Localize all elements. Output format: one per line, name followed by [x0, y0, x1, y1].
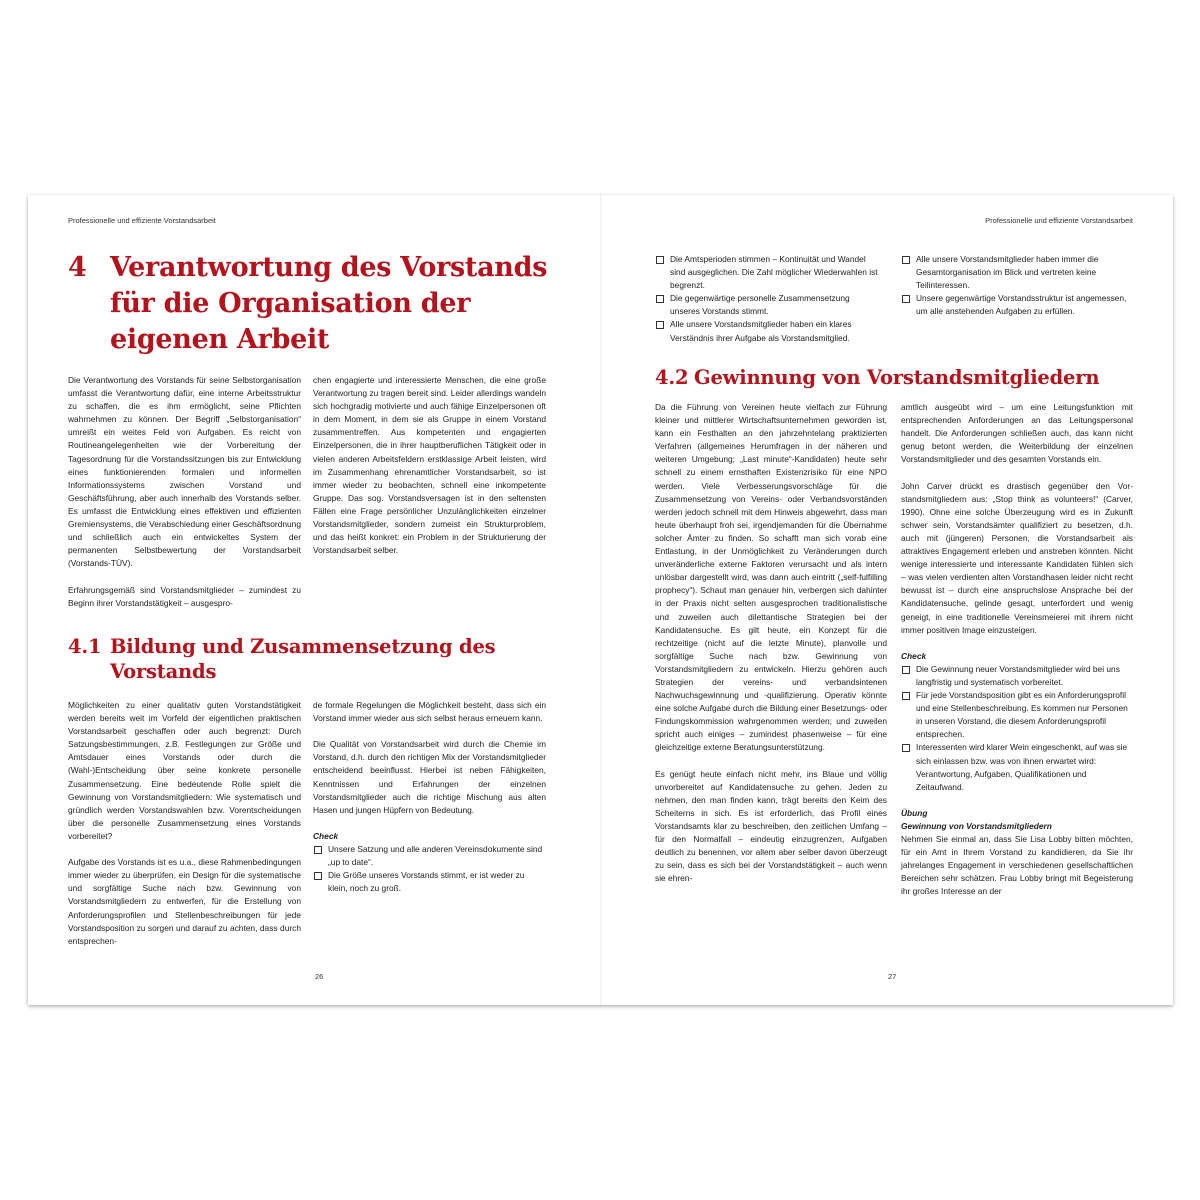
checklist-continued-column-1: [655, 253, 878, 345]
checklist-item: Die Gewinnung neuer Vorstandsmitglieder wird bei uns langfristig und systematisch vorbereitet.: [901, 663, 1133, 689]
section-title: Bildung und Zusammensetzung des Vorstands: [110, 635, 496, 683]
checkbox-icon: [656, 256, 664, 264]
checkbox-icon: [902, 692, 910, 700]
gutter-shadow: [600, 195, 602, 1005]
checklist-item: Unsere Satzung und alle anderen Vereinsdokumente sind „up to date“.: [313, 843, 546, 869]
body-paragraph: de formale Regelungen die Möglichkeit besteht, dass sich ein Vorstand immer wieder aus sich selbst heraus erneuern kann.: [313, 700, 546, 724]
body-paragraph: Es genügt heute einfach nicht mehr, ins Blaue und völlig unvorbereitet auf Kandidatensuche zu gehen. Jeden zu nehmen, den man finden kann, trägt bereits den Keim des Scheiterns in sich. Es ist erforderlich, das Profil eines Vorstandsamts klar zu beschreiben, den zeitlichen Umfang – für den Normalfall – eindeutig einzugrenzen, Aufgaben deutlich zu benennen, vor allem aber selber davon überzeugt zu sein, dass es sich bei der Vorstandstätigkeit – auch wenn sie ehren-: [655, 768, 887, 884]
exercise-label: Übung: [901, 807, 928, 818]
checkbox-icon: [314, 872, 322, 880]
section-number: 4.2: [655, 366, 689, 389]
checkbox-icon: [656, 295, 664, 303]
checklist-item: Die Amtsperioden stimmen – Kontinuität und Wandel sind ausgeglichen. Die Zahl möglicher Wiederwahlen ist begrenzt.: [655, 253, 878, 292]
checkbox-icon: [656, 321, 664, 329]
check-label: Check: [313, 830, 339, 841]
checkbox-icon: [902, 666, 910, 674]
body-paragraph: Aufgabe des Vorstands ist es u.a., diese Rahmenbedingungen immer wieder zu überprüfen, ein Design für die systematische und sorgfältige Suche nach bzw. Gewinnung von Vorstandsmitgliedern zu entwerfen, für die Erstellung von Anforderungsprofilen und Stellenbeschreibungen für jede Vorstandsposition zu sorgen und darauf zu achten, dass durch entsprechen-: [68, 857, 301, 946]
checklist: [655, 253, 878, 345]
checklist-continued-column-2: [901, 253, 1131, 318]
section-4-1-heading: [68, 634, 568, 686]
checklist-item: Für jede Vorstandsposition gibt es ein Anforderungsprofil und eine Stellenbeschreibung. Es kommen nur Personen in unseren Vorstand, die diesem Anforderungsprofil entsprechen.: [901, 689, 1133, 741]
running-head-right: Professionelle und effiziente Vorstandsarbeit: [985, 216, 1133, 225]
checkbox-icon: [314, 846, 322, 854]
exercise-title: Gewinnung von Vorstandsmitgliedern: [901, 820, 1052, 831]
section-4-2-column-2: [901, 401, 1133, 898]
body-paragraph: John Carver drückt es drastisch gegenüber den Vorstandsmitgliedern aus: „Stop think as volunteers!“ (Carver, 1990). Ohne eine solche Überzeugung wird es in Zukunft schwer sein, Vorstandsämter qualifiziert zu besetzen, d.h. auch mit (jüngeren) Personen, die Vorstandsarbeit als attraktives Engagement erleben und anstreben könnten. Nicht wenige interessierte und interessante Kandidaten fühlen sich – was vielen verdienten alten Vorstandhasen leider nicht recht bewusst ist – durch eine anspruchslose Ansprache bei der Kandidatensuche, gelinde gesagt, unterfordert und wenig geneigt, in eine traditionelle Vereinsmeierei mit ihrem nicht immer positiven Image einzusteigen.: [901, 480, 1133, 635]
intro-paragraph: chen engagierte und interessierte Menschen, die eine große Verantwortung zu tragen bereit sind. Leider allerdings wandeln sich hochgradig motivierte und auch fähige Einzelpersonen oft in dem Moment, in dem sie als Gruppe in einem Vorstand zusammentreffen. Aus kompetenten und engagierten Einzelpersonen, die in ihrer hauptberuflichen Tätigkeit oder in vielen anderen Arbeitsfeldern erstklassige Arbeit leisten, wird im Zusammenhang ehrenamtlicher Vorstandsarbeit, so ist immer wieder zu beobachten, schnell eine inkompetente Gruppe. Das sog. Vorstandsversagen ist in den seltensten Fällen eine Frage persönlicher Unzulänglichkeiten einzelner Vorstandsmitglieder, sondern zumeist ein Strukturproblem, und das heißt konkret: ein Problem in der Strukturierung der Vorstandsarbeit selber.: [313, 375, 546, 556]
page-number-right: 27: [888, 972, 897, 981]
intro-paragraph: Die Verantwortung des Vorstands für seine Selbstorganisation umfasst die Verantwortung dafür, eine interne Arbeitsstruktur zu schaffen, die es ihm ermöglicht, seine Pflichten wahrnehmen zu können. Der Begriff „Selbstorganisation“ umreißt ein weites Feld von Aufgaben. Es reicht von Routineangelegenheiten wie der Vorbereitung der Tagesordnung für die Vorstandssitzungen bis zur Entwicklung eines funktionierenden formalen und informellen Informationssystems zwischen Vorstand und Geschäftsführung, aber auch innerhalb des Vorstands selber. Es umfasst die Entwicklung eines effektiven und effizienten Gremiensystems, die Verabschiedung einer Geschäftsordnung und schließlich auch ein entwickeltes System der permanenten Selbstbewertung der Vorstandsarbeit (Vorstands-TÜV).: [68, 375, 301, 569]
checklist: [901, 253, 1131, 318]
section-4-1-column-2: [313, 699, 546, 895]
checkbox-icon: [902, 256, 910, 264]
checklist: [901, 663, 1133, 794]
body-paragraph: amtlich ausgeübt wird – um eine Leitungsfunktion mit entsprechenden Anforderungen an das Leitungspersonal handelt. Die Anforderungen schließen auch, das kann nicht genug betont werden, die Weiterbildung der einzelnen Vorstandsmitglieder und des gesamten Vorstands ein.: [901, 402, 1133, 465]
checklist-item: Interessenten wird klarer Wein eingeschenkt, auf was sie sich einlassen bzw. was von ihnen erwartet wird: Verantwortung, Aufgaben, Qualifikationen und Zeitaufwand.: [901, 741, 1133, 793]
section-number: 4.1: [68, 635, 102, 658]
body-paragraph: Möglichkeiten zu einer qualitativ guten Vorstandstätigkeit werden bereits weit im Vorfeld der eigentlichen praktischen Vorstandsarbeit geschaffen oder auch begrenzt: Durch Satzungsbestimmungen, z.B. Festlegungen zur Größe und Amtsdauer eines Vorstands oder durch die (Wahl-)Entscheidung über seine konkrete personelle Zusammensetzung. Eine bedeutende Rolle spielt die Gewinnung von Vorstandsmitgliedern: Wie systematisch und gründlich werden Vorstandswahlen bzw. Vorentscheidungen über die personelle Zusammensetzung eines Vorstands vorbereitet?: [68, 700, 301, 841]
intro-column-1: [68, 374, 301, 610]
body-paragraph: Da die Führung von Vereinen heute vielfach zur Führung kleiner und mittlerer Wirtschaftsunternehmen geworden ist, kann ein Festhalten an den jahrzehntelang praktizierten Verfahren (allgemeines Herumfragen in der näheren und weiteren Umgebung; „Last minute“-Kandidaten) heute sehr schnell zu einem ernsthaften Existenzrisiko für eine NPO werden. Viele Verbesserungsvorschläge für die Zusammensetzung von Vereins- oder Verbandsvorständen werden jedoch schnell mit dem Hinweis abgewehrt, dass man heute überhaupt froh sei, irgendjemanden für die Übernahme solcher Ämter zu finden. So schafft man sich vorab eine Entlastung, in der Unmöglichkeit zu Veränderungen durch unveränderliche externe Faktoren verursacht und als intern unlösbar dargestellt wird, was dann auch eintritt („self-fulfilling prophecy“). Schaut man genauer hin, verbergen sich dahinter in der Praxis nicht selten ausgesprochen traditionalistische und zuweilen auch dilettantische Strategien bei der Kandidatensuche. Es gilt heute, ein Konzept für die rechtzeitige (nicht auf die letzte Minute), planvolle und sorgfältige Suche nach bzw. Gewinnung von Vorstandsmitgliedern zu entwickeln. Hierzu gehören auch Strategien der vereins- und verbandsintenen Nachwuchsgewinnung und -qualifizierung. Operativ könnte eine solche Aufgabe durch die Bildung einer Besetzungs- oder Findungskommission wahrgenommen werden; und zuweilen spricht auch einiges – zumindest phasenweise – für eine gleichzeitige externe Beratungsunterstützung.: [655, 402, 887, 753]
section-4-2-column-1: [655, 401, 887, 885]
section-4-2-heading: [655, 365, 1145, 393]
running-head-left: Professionelle und effiziente Vorstandsarbeit: [68, 216, 216, 225]
checklist-item: Alle unsere Vorstandsmitglieder haben ein klares Verständnis ihrer Aufgabe als Vorstandsmitglied.: [655, 318, 878, 344]
section-4-1-column-1: [68, 699, 301, 948]
checklist-item: Alle unsere Vorstandsmitglieder haben immer die Gesamtorganisation im Blick und vertreten keine Teilinteressen.: [901, 253, 1131, 292]
section-title: Gewinnung von Vorstandsmitgliedern: [694, 366, 1100, 389]
chapter-heading: [68, 250, 588, 360]
checkbox-icon: [902, 744, 910, 752]
chapter-number: 4: [68, 252, 87, 283]
book-spread: [28, 195, 1173, 1005]
body-paragraph: Die Qualität von Vorstandsarbeit wird durch die Chemie im Vorstand, d.h. durch den richtigen Mix der Vorstandsmitglieder entscheidend beeinflusst. Hierbei ist neben Fähigkeiten, Kenntnissen und Erfahrungen der einzelnen Vorstandsmitglieder auch die richtige Mischung aus alten Hasen und jungen Hüpfern von Bedeutung.: [313, 739, 546, 815]
exercise-paragraph: Nehmen Sie einmal an, dass Sie Lisa Lobby bitten möchten, für ein Amt in Ihrem Vorstand zu kandidieren, da Sie ihr jahrelanges Engagement in verschiedenen gesellschaftlichen Bereichen sehr schätzen. Frau Lobby bringt mit Begeisterung ihr großes Interesse an der: [901, 834, 1133, 897]
checklist-item: Die Größe unseres Vorstands stimmt, er ist weder zu klein, noch zu groß.: [313, 869, 546, 895]
checklist-item: Unsere gegenwärtige Vorstandsstruktur ist angemessen, um alle anstehenden Aufgaben zu erfüllen.: [901, 292, 1131, 318]
checklist: [313, 843, 546, 895]
checkbox-icon: [902, 295, 910, 303]
intro-paragraph: Erfahrungsgemäß sind Vorstandsmitglieder – zumindest zu Beginn ihrer Vorstandstätigkeit – ausgespro-: [68, 584, 301, 608]
chapter-title: Verantwortung des Vorstands für die Organisation der eigenen Arbeit: [110, 252, 548, 355]
page-number-left: 26: [315, 972, 324, 981]
intro-column-2: [313, 374, 546, 557]
checklist-item: Die gegenwärtige personelle Zusammensetzung unseres Vorstands stimmt.: [655, 292, 878, 318]
check-label: Check: [901, 650, 927, 661]
